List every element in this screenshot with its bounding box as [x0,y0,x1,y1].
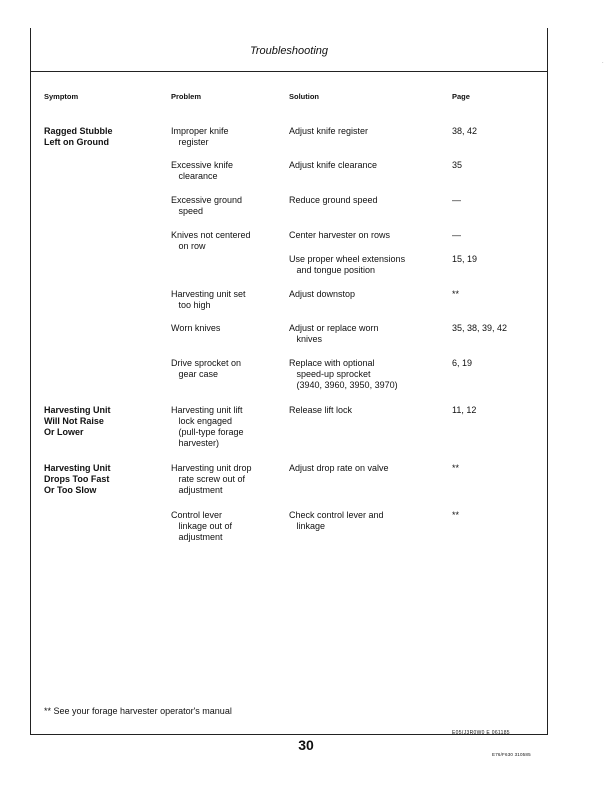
solution-cell: Check control lever and linkage [289,510,384,531]
symptom-cell: Ragged Stubble Left on Ground [44,126,113,147]
problem-cell: Worn knives [171,323,221,333]
content-frame [30,72,548,735]
page-cell: 35 [452,160,463,170]
problem-cell: Control lever linkage out of adjustment [171,510,233,542]
solution-cell: Adjust knife register [289,126,369,136]
page-cell: ** [452,510,460,520]
page-header-title: Troubleshooting [249,45,329,57]
page-cell: — [452,230,461,240]
column-header-solution: Solution [289,92,319,101]
document-code-bottom: E76/F630 310585 [492,752,531,757]
problem-cell: Knives not centered on row [171,230,251,251]
header-box [30,28,548,72]
problem-cell: Harvesting unit lift lock engaged (pull-type forage harvester) [171,405,244,448]
column-header-page: Page [452,92,470,101]
solution-cell: Use proper wheel extensions and tongue position [289,254,406,275]
symptom-cell: Harvesting Unit Will Not Raise Or Lower [44,405,111,437]
footnote: ** See your forage harvester operator's manual [44,706,232,716]
page-number: 30 [298,737,314,753]
problem-cell: Improper knife register [171,126,229,147]
solution-cell: Adjust drop rate on valve [289,463,389,473]
page-cell: 11, 12 [452,405,477,415]
solution-cell: Reduce ground speed [289,195,378,205]
solution-cell: Adjust downstop [289,289,356,299]
page-cell: 15, 19 [452,254,478,264]
solution-cell: Release lift lock [289,405,353,415]
page-cell: 6, 19 [452,358,473,368]
problem-cell: Excessive knife clearance [171,160,234,181]
solution-cell: Center harvester on rows [289,230,391,240]
document-code-top: E05(J3R0W0 E 061185 [452,730,510,736]
page-cell: ** [452,463,460,473]
symptom-cell: Harvesting Unit Drops Too Fast Or Too Slow [44,463,111,495]
column-header-problem: Problem [171,92,202,101]
solution-cell: Adjust knife clearance [289,160,378,170]
solution-cell: Adjust or replace worn knives [289,323,379,344]
problem-cell: Drive sprocket on gear case [171,358,242,379]
edge-mark: · [602,60,604,66]
page-cell: — [452,195,461,205]
problem-cell: Excessive ground speed [171,195,243,216]
page-cell: ** [452,289,460,299]
page-cell: 35, 38, 39, 42 [452,323,508,333]
problem-cell: Harvesting unit set too high [171,289,246,310]
solution-cell: Replace with optional speed-up sprocket (3940, 3960, 3950, 3970) [289,358,398,390]
page-cell: 38, 42 [452,126,478,136]
problem-cell: Harvesting unit drop rate screw out of adjustment [171,463,252,495]
column-header-symptom: Symptom [44,92,79,101]
